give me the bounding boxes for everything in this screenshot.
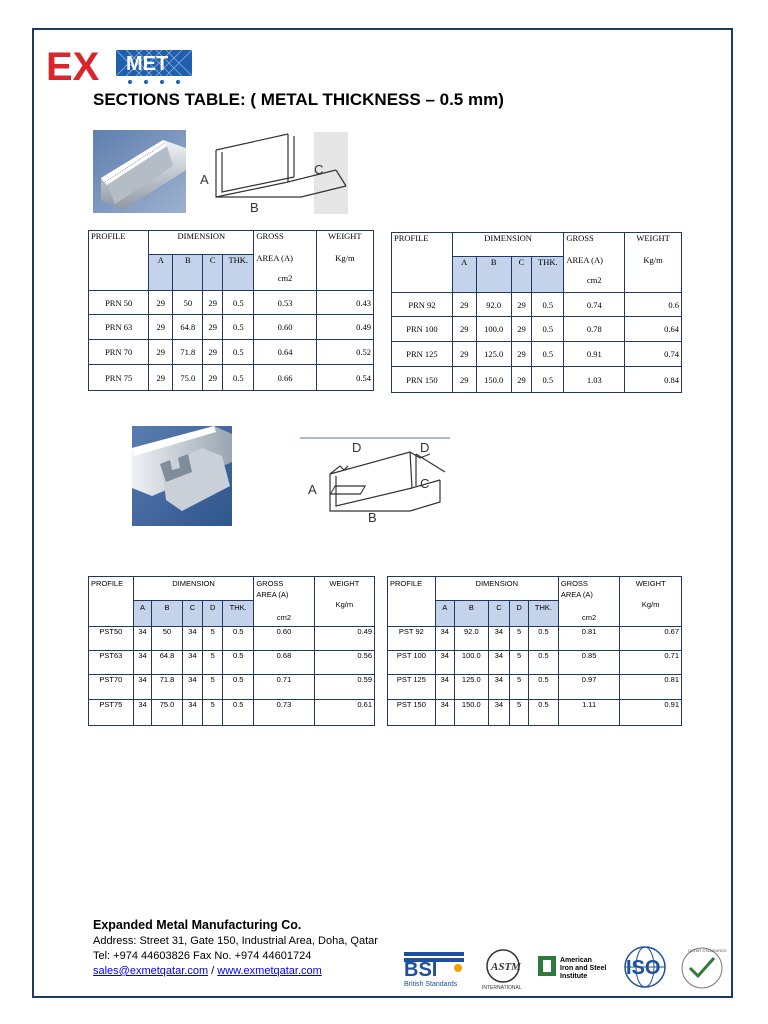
- prn-channel-photo: [93, 130, 186, 213]
- svg-text:ISO: ISO: [626, 957, 661, 979]
- header-a: A: [133, 601, 152, 627]
- iso-logo: [625, 947, 665, 987]
- exmet-logo: [46, 42, 196, 86]
- table-row: PRN 70 29 71.8 29 0.5 0.64 0.52: [89, 340, 374, 365]
- header-weight: WEIGHT Kg/m: [314, 577, 374, 627]
- header-dimension: DIMENSION: [435, 577, 558, 601]
- header-profile: PROFILE: [392, 233, 453, 293]
- header-gross: GROSS AREA (A) cm2: [564, 233, 625, 293]
- page-title: SECTIONS TABLE: ( METAL THICKNESS – 0.5 mm): [93, 90, 504, 109]
- company-phone: Tel: +974 44603826 Fax No. +974 44601724: [93, 950, 312, 962]
- certification-logos: [400, 944, 730, 992]
- header-a: A: [435, 601, 454, 627]
- table-row: PST 100 34 100.0 34 5 0.5 0.85 0.71: [388, 651, 682, 675]
- table-row: PRN 150 29 150.0 29 0.5 1.03 0.84: [392, 367, 682, 393]
- svg-text:British Standards: British Standards: [404, 981, 458, 988]
- pst-profile-diagram: [300, 436, 450, 524]
- header-weight: WEIGHT Kg/m: [316, 231, 373, 291]
- company-name: Expanded Metal Manufacturing Co.: [93, 918, 302, 932]
- header-thk: THK.: [532, 257, 564, 293]
- header-profile: PROFILE: [89, 577, 134, 627]
- table-row: PST70 34 71.8 34 5 0.5 0.71 0.59: [89, 675, 375, 700]
- header-b: B: [152, 601, 182, 627]
- header-c: C: [203, 255, 223, 291]
- header-d: D: [203, 601, 223, 627]
- header-weight: WEIGHT Kg/m: [620, 577, 682, 627]
- table-row: PRN 50 29 50 29 0.5 0.53 0.43: [89, 291, 374, 315]
- header-a: A: [452, 257, 476, 293]
- dim-label-d1: D: [352, 440, 362, 455]
- table-row: PST63 34 64.8 34 5 0.5 0.68 0.56: [89, 651, 375, 675]
- svg-text:American: American: [560, 957, 592, 964]
- table-row: PST50 34 50 34 5 0.5 0.60 0.49: [89, 627, 375, 651]
- dim-label-b: B: [368, 510, 377, 524]
- svg-text:Institute: Institute: [560, 973, 588, 980]
- pst-table-left: [88, 576, 375, 726]
- table-row: PST 125 34 125.0 34 5 0.5 0.97 0.81: [388, 675, 682, 700]
- header-dimension: DIMENSION: [149, 231, 254, 255]
- svg-text:BSI: BSI: [404, 959, 438, 981]
- svg-text:Iron and Steel: Iron and Steel: [560, 965, 607, 972]
- header-thk: THK.: [529, 601, 559, 627]
- dim-label-a: A: [308, 482, 317, 497]
- footer-contact: [93, 918, 378, 979]
- svg-text:QATAR STANDARDS: QATAR STANDARDS: [688, 948, 727, 953]
- email-link[interactable]: sales@exmetqatar.com: [93, 965, 209, 977]
- dim-label-c: C: [420, 476, 430, 491]
- header-gross: GROSS AREA (A) cm2: [558, 577, 620, 627]
- header-gross: GROSS AREA (A) cm2: [254, 231, 316, 291]
- prn-table-left: [88, 230, 374, 391]
- header-profile: PROFILE: [89, 231, 149, 291]
- header-b: B: [454, 601, 488, 627]
- astm-logo: [482, 950, 522, 991]
- header-b: B: [173, 255, 203, 291]
- header-profile: PROFILE: [388, 577, 436, 627]
- header-c: C: [488, 601, 509, 627]
- header-a: A: [149, 255, 173, 291]
- header-gross: GROSS AREA (A) cm2: [254, 577, 314, 627]
- bsi-logo: [404, 952, 464, 988]
- logo-met: MET: [126, 53, 169, 75]
- dim-label-b: B: [250, 200, 259, 214]
- header-dimension: DIMENSION: [452, 233, 563, 257]
- header-thk: THK.: [223, 255, 254, 291]
- website-link[interactable]: www.exmetqatar.com: [217, 965, 322, 977]
- header-dimension: DIMENSION: [133, 577, 254, 601]
- qatar-standards-logo: [682, 948, 727, 988]
- svg-text:ASTM: ASTM: [491, 961, 521, 973]
- logo-ex: EX: [46, 45, 100, 86]
- dim-label-d2: D: [420, 440, 430, 455]
- table-row: PST 150 34 150.0 34 5 0.5 1.11 0.91: [388, 700, 682, 726]
- dim-label-a: A: [200, 172, 209, 187]
- svg-text:INTERNATIONAL: INTERNATIONAL: [482, 985, 522, 991]
- aisi-logo: [538, 956, 606, 980]
- dim-label-c: C: [314, 162, 324, 177]
- table-row: PRN 63 29 64.8 29 0.5 0.60 0.49: [89, 315, 374, 340]
- table-row: PRN 100 29 100.0 29 0.5 0.78 0.64: [392, 317, 682, 342]
- table-row: PRN 92 29 92.0 29 0.5 0.74 0.6: [392, 293, 682, 317]
- header-thk: THK.: [223, 601, 254, 627]
- prn-table-right: [391, 232, 682, 393]
- table-row: PST75 34 75.0 34 5 0.5 0.73 0.61: [89, 700, 375, 726]
- pst-table-right: [387, 576, 682, 726]
- pst-stud-photo: [132, 426, 232, 526]
- header-weight: WEIGHT Kg/m: [625, 233, 682, 293]
- table-row: PRN 125 29 125.0 29 0.5 0.91 0.74: [392, 342, 682, 367]
- header-d: D: [510, 601, 529, 627]
- header-c: C: [182, 601, 203, 627]
- table-row: PST 92 34 92.0 34 5 0.5 0.81 0.67: [388, 627, 682, 651]
- company-links: sales@exmetqatar.com / www.exmetqatar.com: [93, 965, 322, 977]
- header-c: C: [511, 257, 532, 293]
- header-b: B: [476, 257, 511, 293]
- company-address: Address: Street 31, Gate 150, Industrial Area, Doha, Qatar: [93, 935, 378, 947]
- table-row: PRN 75 29 75.0 29 0.5 0.66 0.54: [89, 365, 374, 391]
- prn-profile-diagram: [196, 132, 348, 214]
